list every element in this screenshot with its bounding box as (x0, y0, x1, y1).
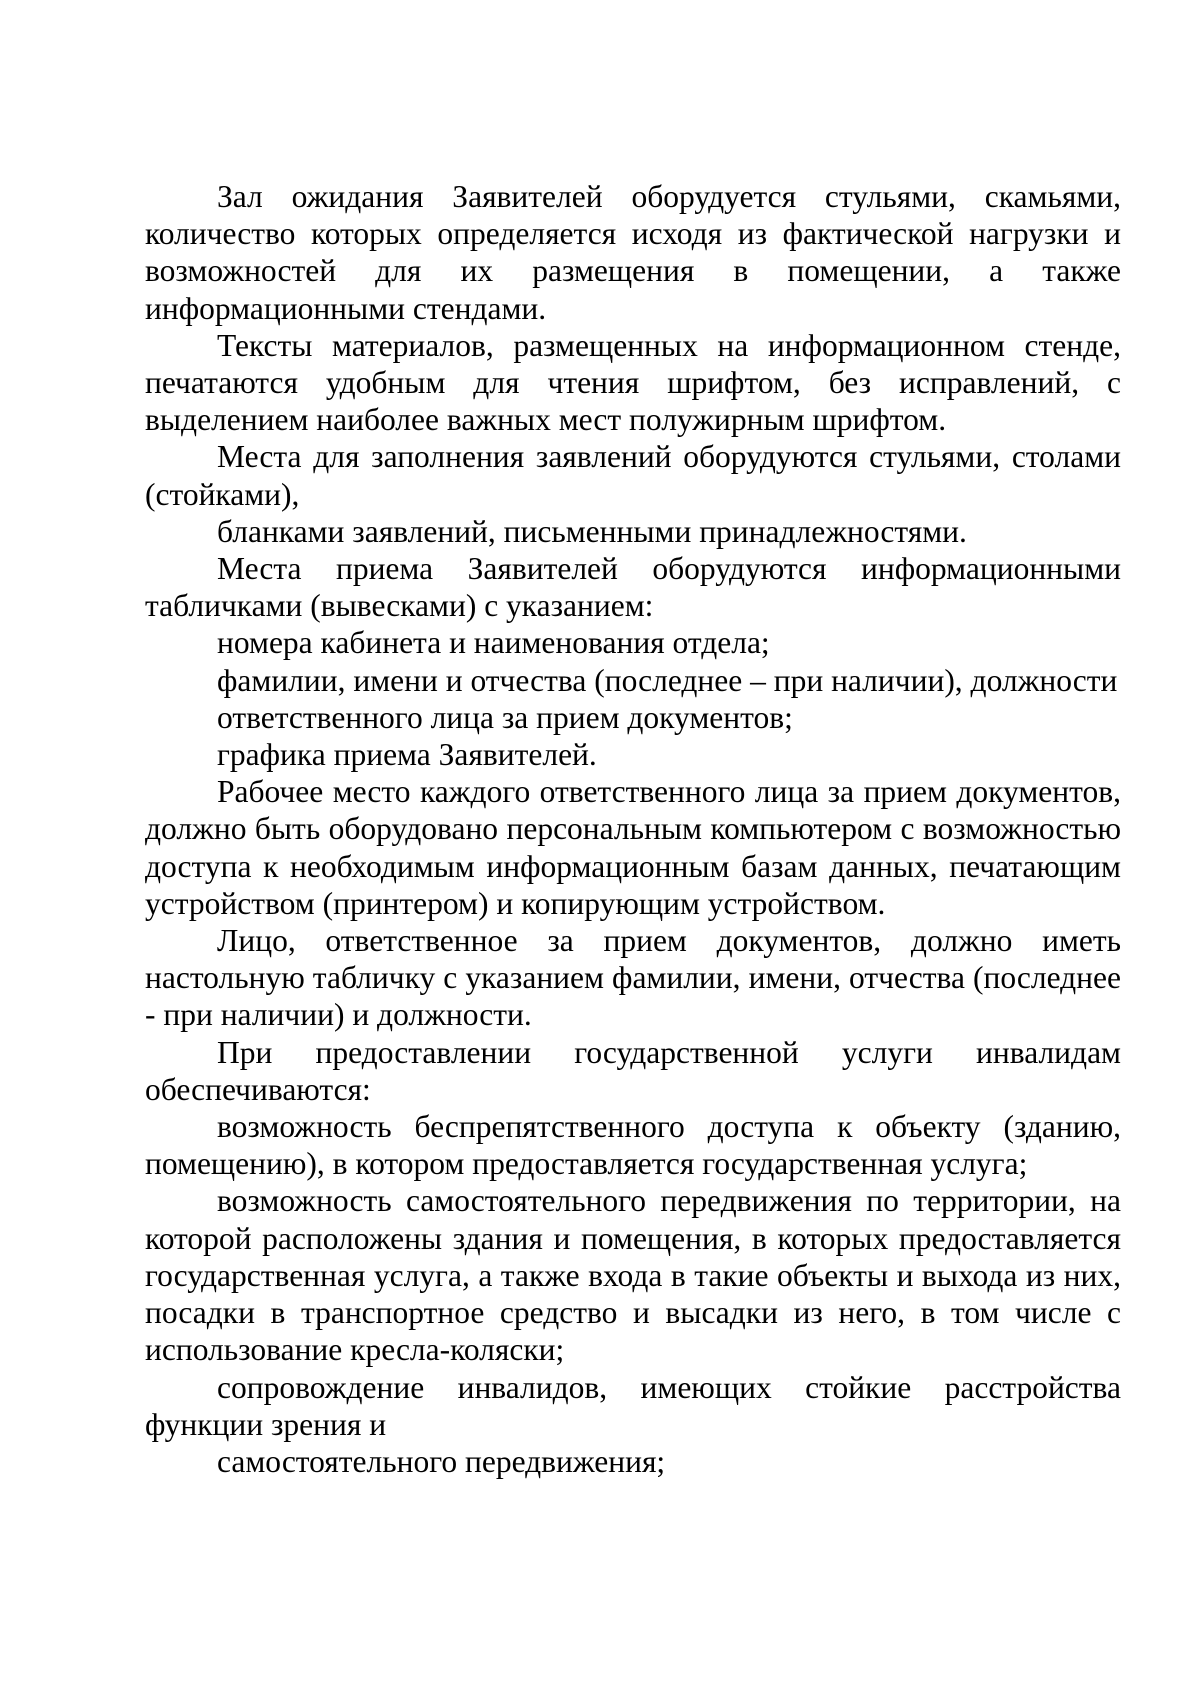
paragraph-office-number: номера кабинета и наименования отдела; (217, 625, 770, 661)
paragraph-schedule: графика приема Заявителей. (217, 737, 597, 773)
paragraph-desk-plate: Лицо, ответственное за прием документов, должно иметь настольную табличку с указанием фамилии, имени, отчества (последнее - при наличии) и должности. (145, 923, 1121, 1033)
paragraph-waiting-hall: Зал ожидания Заявителей оборудуется стульями, скамьями, количество которых определяется исходя из фактической нагрузки и возможностей для их размещения в помещении, а также информационными стендами. (145, 179, 1121, 326)
paragraph-independent-movement: возможность самостоятельного передвижения по территории, на которой расположены здания и помещения, в которых предоставляется государственная услуга, а также входа в такие объекты и выхода из них, посадки в транспортное средство и высадки из него, в том числе с использование кресла-коляски; (145, 1183, 1121, 1368)
paragraph-unobstructed-access: возможность беспрепятственного доступа к объекту (зданию, помещению), в котором предоставляется государственная услуга; (145, 1109, 1121, 1182)
paragraph-escort: сопровождение инвалидов, имеющих стойкие расстройства функции зрения и (145, 1369, 1121, 1442)
paragraph-filling-places: Места для заполнения заявлений оборудуются стульями, столами (стойками), (145, 439, 1121, 512)
paragraph-responsible-person: ответственного лица за прием документов; (217, 699, 793, 735)
paragraph-reception-places: Места приема Заявителей оборудуются информационными табличками (вывесками) с указанием: (145, 551, 1121, 624)
document-page (145, 178, 1121, 1480)
paragraph-workplace: Рабочее место каждого ответственного лица за прием документов, должно быть оборудовано персональным компьютером с возможностью доступа к необходимым информационным базам данных, печатающим устройством (принтером) и копирующим устройством. (145, 774, 1121, 921)
paragraph-forms: бланками заявлений, письменными принадлежностями. (217, 513, 967, 549)
paragraph-movement-end: самостоятельного передвижения; (217, 1443, 666, 1479)
paragraph-disabled-provision: При предоставлении государственной услуги инвалидам обеспечиваются: (145, 1034, 1121, 1107)
paragraph-full-name: фамилии, имени и отчества (последнее – при наличии), должности (217, 662, 1118, 698)
paragraph-stand-texts: Тексты материалов, размещенных на информационном стенде, печатаются удобным для чтения шрифтом, без исправлений, с выделением наиболее важных мест полужирным шрифтом. (145, 327, 1121, 438)
